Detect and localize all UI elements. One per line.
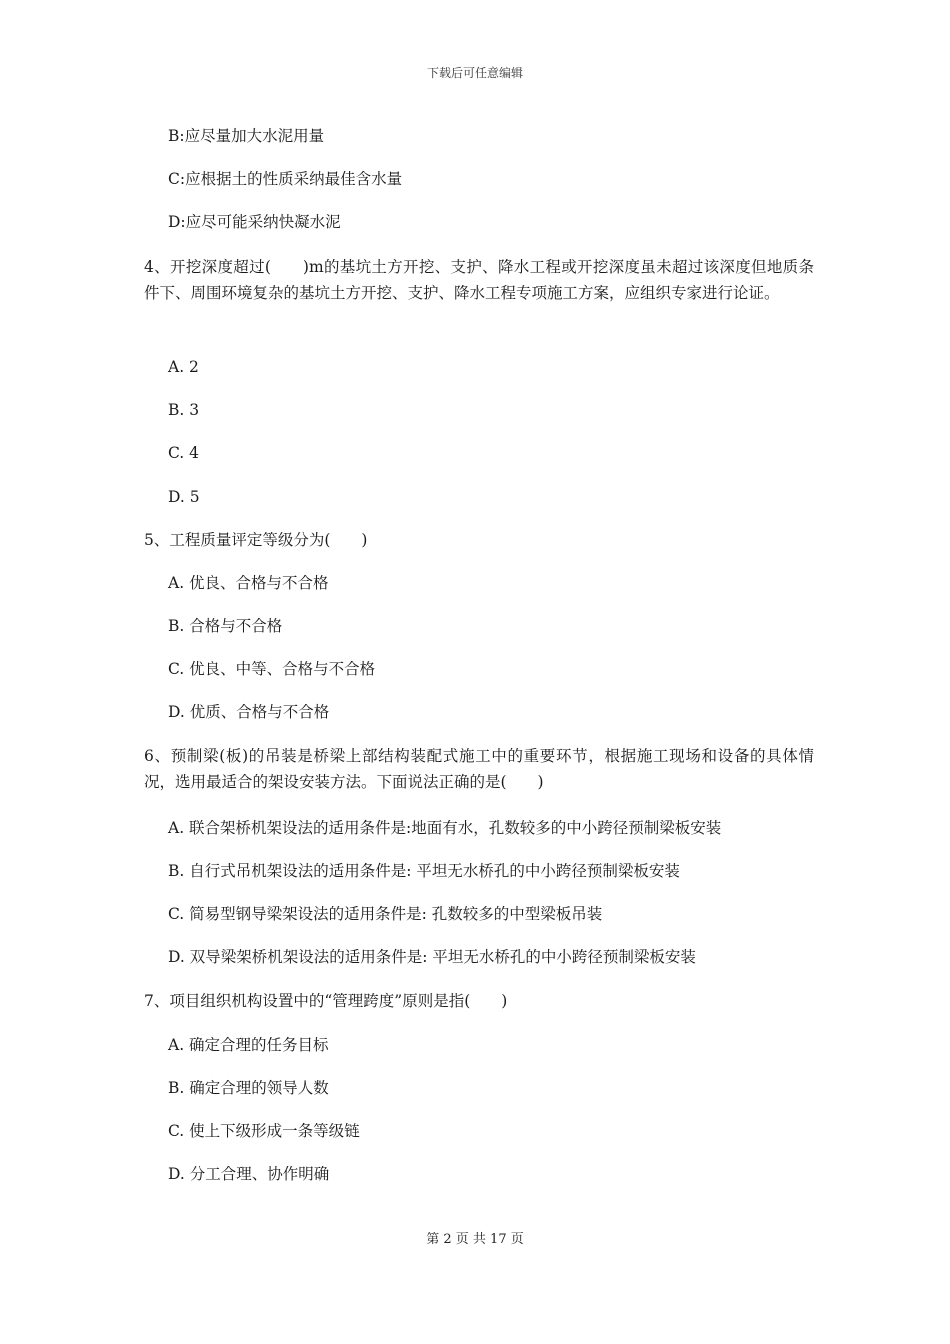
q4-option-b: B. 3 (168, 401, 200, 419)
q5-stem: 5、工程质量评定等级分为( ) (144, 531, 368, 549)
q6-stem: 6、预制梁(板)的吊装是桥梁上部结构装配式施工中的重要环节，根据施工现场和设备的具体情况，选用最适合的架设安装方法。下面说法正确的是( ) (144, 747, 814, 791)
q5-option-c: C. 优良、中等、合格与不合格 (168, 660, 376, 678)
q6-option-a: A. 联合架桥机架设法的适用条件是:地面有水，孔数较多的中小跨径预制梁板安装 (168, 819, 722, 837)
q7-option-c: C. 使上下级形成一条等级链 (168, 1122, 360, 1140)
page-footer: 第 2 页 共 17 页 (426, 1232, 524, 1247)
q7-option-d: D. 分工合理、协作明确 (168, 1165, 330, 1183)
q3-option-b: B:应尽量加大水泥用量 (168, 127, 325, 145)
q5-option-a: A. 优良、合格与不合格 (168, 574, 329, 592)
q6-option-d: D. 双导梁架桥机架设法的适用条件是: 平坦无水桥孔的中小跨径预制梁板安装 (168, 948, 696, 966)
q6-option-b: B. 自行式吊机架设法的适用条件是: 平坦无水桥孔的中小跨径预制梁板安装 (168, 862, 680, 880)
q4-option-d: D. 5 (168, 488, 200, 506)
q7-stem: 7、项目组织机构设置中的“管理跨度”原则是指( ) (144, 992, 508, 1010)
q5-option-b: B. 合格与不合格 (168, 617, 283, 635)
page-header: 下载后可任意编辑 (426, 66, 523, 80)
q6-option-c: C. 简易型钢导梁架设法的适用条件是: 孔数较多的中型梁板吊装 (168, 905, 603, 923)
q4-option-a: A. 2 (168, 358, 199, 376)
q4-stem: 4、开挖深度超过( )m的基坑土方开挖、支护、降水工程或开挖深度虽未超过该深度但地质条件下、周围环境复杂的基坑土方开挖、支护、降水工程专项施工方案，应组织专家进行论证。 (144, 258, 814, 302)
q4-option-c: C. 4 (168, 444, 200, 462)
q5-option-d: D. 优质、合格与不合格 (168, 703, 330, 721)
q3-option-c: C:应根据土的性质采纳最佳含水量 (168, 170, 403, 188)
q7-option-a: A. 确定合理的任务目标 (168, 1036, 329, 1054)
q3-option-d: D:应尽可能采纳快凝水泥 (168, 213, 341, 231)
q7-option-b: B. 确定合理的领导人数 (168, 1079, 329, 1097)
